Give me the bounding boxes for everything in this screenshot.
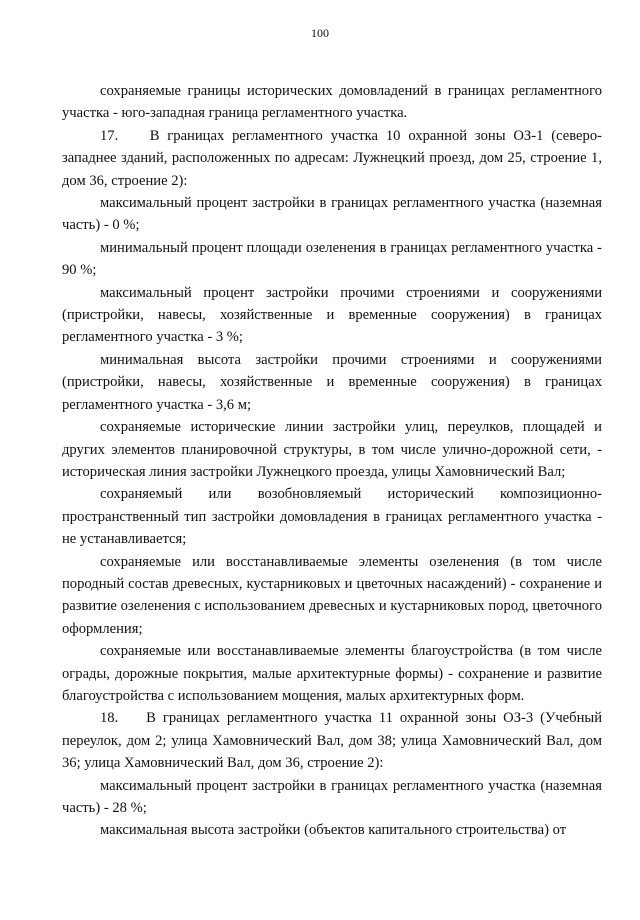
document-body	[62, 80, 602, 842]
paragraph-compositional-type: сохраняемый или возобновляемый исторический композиционно-пространственный тип застройки домовладения в границах регламентного участка - не устанавливается;	[62, 486, 602, 548]
page-number: 100	[311, 26, 329, 40]
paragraph-max-building-percent-18: максимальный процент застройки в границах регламентного участка (наземная часть) - 28 %;	[62, 777, 602, 816]
paragraph-min-greening-percent: минимальный процент площади озеленения в границах регламентного участка - 90 %;	[62, 239, 602, 279]
paragraph-item-18: 18. В границах регламентного участка 11 охранной зоны ОЗ-3 (Учебный переулок, дом 2; улица Хамовнический Вал, дом 38; улица Хамовнический Вал, дом 36; улица Хамовнический Вал, дом 36, строение 2):	[62, 710, 602, 772]
paragraph-max-auxiliary-percent: максимальный процент застройки прочими строениями и сооружениями (пристройки, навесы, хозяйственные и временные сооружения) в границах регламентного участка - 3 %;	[62, 284, 602, 346]
paragraph-continuation-boundaries: сохраняемые границы исторических домовладений в границах регламентного участка - юго-западная граница регламентного участка.	[62, 83, 602, 122]
paragraph-item-17: 17. В границах регламентного участка 10 охранной зоны ОЗ-1 (северо-западнее зданий, расположенных по адресам: Лужнецкий проезд, дом 25, строение 1, дом 36, строение 2):	[62, 127, 602, 189]
paragraph-max-building-percent: максимальный процент застройки в границах регламентного участка (наземная часть) - 0 %;	[62, 195, 602, 234]
paragraph-max-height-18: максимальная высота застройки (объектов капитального строительства) от	[100, 822, 567, 839]
paragraph-historic-building-lines: сохраняемые исторические линии застройки улиц, переулков, площадей и других элементов планировочной структуры, в том числе улично-дорожной сети, - историческая линия застройки Лужнецкого проезда, улицы Хамовнический Вал;	[62, 419, 602, 480]
paragraph-improvement-elements: сохраняемые или восстанавливаемые элементы благоустройства (в том числе ограды, дорожные покрытия, малые архитектурные формы) - сохранение и развитие благоустройства с использованием мощения, малых архитектурных форм.	[62, 643, 602, 704]
paragraph-min-auxiliary-height: минимальная высота застройки прочими строениями и сооружениями (пристройки, навесы, хозяйственные и временные сооружения) в границах регламентного участка - 3,6 м;	[62, 351, 602, 413]
paragraph-greening-elements: сохраняемые или восстанавливаемые элементы озеленения (в том числе породный состав древесных, кустарниковых и цветочных насаждений) - сохранение и развитие озеленения с использованием древесных и кустарниковых пород, цветочного оформления;	[62, 553, 602, 637]
